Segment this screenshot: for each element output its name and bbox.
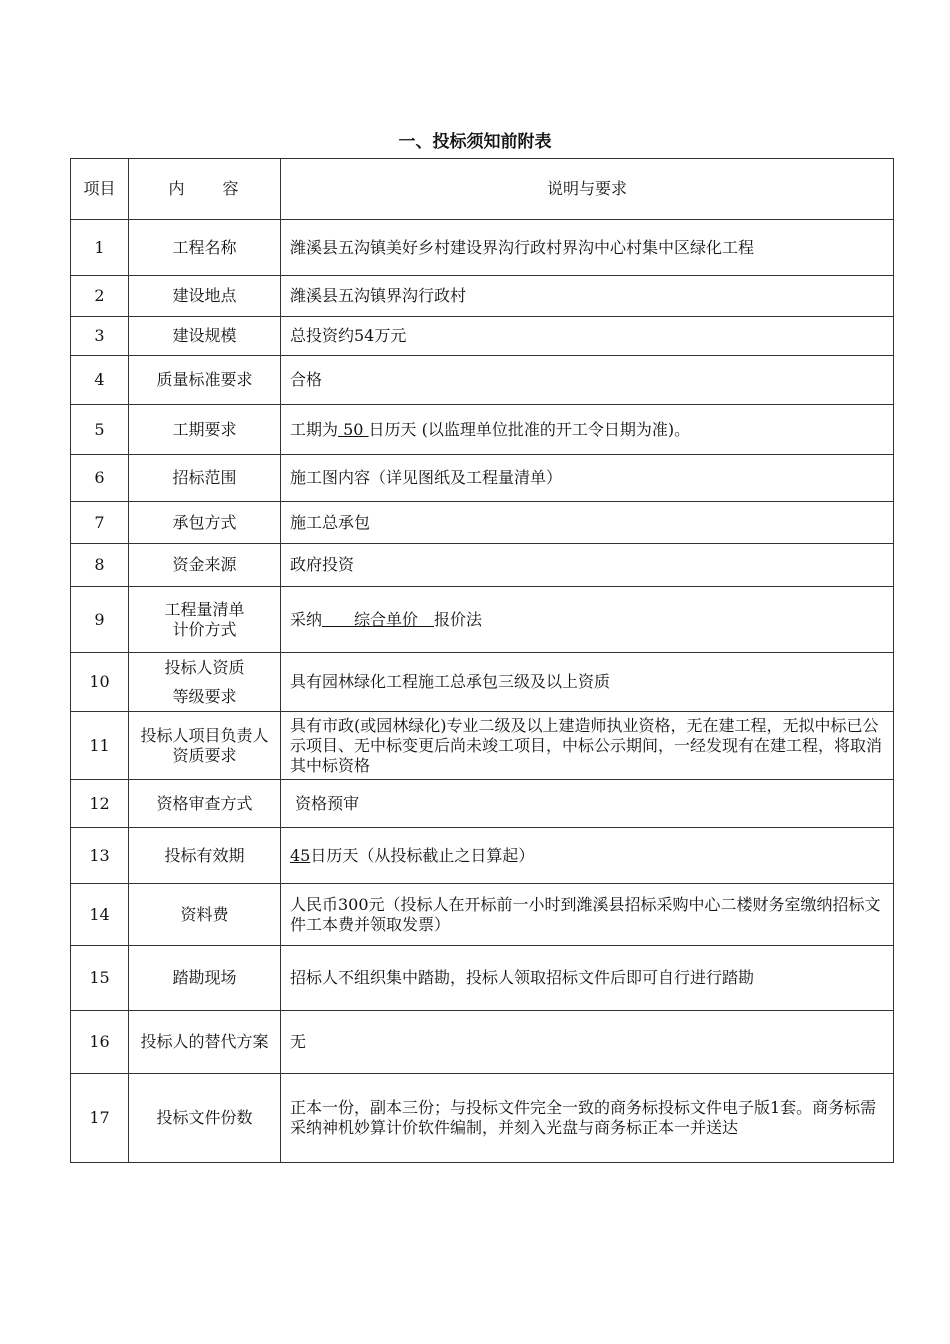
row-item: 投标人的替代方案: [129, 1011, 281, 1074]
row-desc: 无: [281, 1011, 894, 1074]
row-number: 9: [71, 587, 129, 653]
row-item: 质量标准要求: [129, 356, 281, 405]
row-number: 15: [71, 946, 129, 1011]
row-desc: 政府投资: [281, 544, 894, 587]
table-row: [71, 502, 894, 544]
row-number: 4: [71, 356, 129, 405]
table-row: [71, 780, 894, 828]
row-number: 14: [71, 884, 129, 946]
table-row: [71, 544, 894, 587]
row-number: 17: [71, 1074, 129, 1163]
bidding-front-table: [70, 158, 894, 1163]
row-number: 16: [71, 1011, 129, 1074]
row-desc: 招标人不组织集中踏勘，投标人领取招标文件后即可自行进行踏勘: [281, 946, 894, 1011]
table-row: [71, 1011, 894, 1074]
row-desc: 具有园林绿化工程施工总承包三级及以上资质: [281, 653, 894, 712]
table-header-row: [71, 159, 894, 220]
page-title: 一、投标须知前附表: [398, 132, 552, 152]
row-desc: 潍溪县五沟镇界沟行政村: [281, 276, 894, 317]
row-number: 3: [71, 317, 129, 356]
desc-text: 采纳: [290, 609, 323, 629]
row-item: 建设规模: [129, 317, 281, 356]
row-desc: [281, 828, 894, 884]
row-item: 招标范围: [129, 455, 281, 502]
table-row: [71, 1074, 894, 1163]
header-no: 项目: [71, 159, 129, 220]
row-desc: 具有市政(或园林绿化)专业二级及以上建造师执业资格，无在建工程，无拟中标已公示项目、无中标变更后尚未竣工项目，中标公示期间，一经发现有在建工程，将取消其中标资格: [281, 712, 894, 780]
row-item: 投标文件份数: [129, 1074, 281, 1163]
row-desc: [281, 405, 894, 455]
desc-text: 日历天 (以监理单位批准的开工令日期为准)。: [368, 419, 691, 439]
table-row: [71, 220, 894, 276]
row-number: 13: [71, 828, 129, 884]
row-item: 资格审查方式: [129, 780, 281, 828]
row-item: 资金来源: [129, 544, 281, 587]
table-row: [71, 405, 894, 455]
table-row: [71, 712, 894, 780]
row-desc: 人民币300元（投标人在开标前一小时到潍溪县招标采购中心二楼财务室缴纳招标文件工本费并领取发票）: [281, 884, 894, 946]
row-item: 承包方式: [129, 502, 281, 544]
row-desc: 潍溪县五沟镇美好乡村建设界沟行政村界沟中心村集中区绿化工程: [281, 220, 894, 276]
row-item: 工期要求: [129, 405, 281, 455]
desc-underlined-value: 45: [290, 845, 311, 865]
row-desc: 施工图内容（详见图纸及工程量清单）: [281, 455, 894, 502]
row-number: 1: [71, 220, 129, 276]
table-row: [71, 946, 894, 1011]
row-item: 投标人资质 等级要求: [129, 653, 281, 712]
row-number: 2: [71, 276, 129, 317]
row-item: 投标人项目负责人资质要求: [129, 712, 281, 780]
row-number: 8: [71, 544, 129, 587]
row-desc: [281, 587, 894, 653]
row-item: 资料费: [129, 884, 281, 946]
table-row: [71, 653, 894, 712]
row-item: 投标有效期: [129, 828, 281, 884]
desc-text: 工期为: [290, 419, 339, 439]
table-row: [71, 828, 894, 884]
row-number: 6: [71, 455, 129, 502]
table-row: [71, 317, 894, 356]
row-number: 5: [71, 405, 129, 455]
row-desc: 总投资约54万元: [281, 317, 894, 356]
row-item: 建设地点: [129, 276, 281, 317]
row-number: 10: [71, 653, 129, 712]
desc-underlined-value: 50: [338, 419, 369, 439]
table-row: [71, 587, 894, 653]
table-row: [71, 356, 894, 405]
desc-underlined-value: 综合单价: [322, 609, 435, 629]
row-desc: 正本一份，副本三份；与投标文件完全一致的商务标投标文件电子版1套。商务标需采纳神机妙算计价软件编制，并刻入光盘与商务标正本一并送达: [281, 1074, 894, 1163]
header-desc: 说明与要求: [281, 159, 894, 220]
desc-text: 报价法: [434, 609, 483, 629]
row-item: 工程量清单 计价方式: [129, 587, 281, 653]
row-number: 7: [71, 502, 129, 544]
header-item: 内 容: [129, 159, 281, 220]
table-row: [71, 455, 894, 502]
row-desc: 施工总承包: [281, 502, 894, 544]
row-item: 工程名称: [129, 220, 281, 276]
row-desc: 合格: [281, 356, 894, 405]
row-desc: 资格预审: [281, 780, 894, 828]
table-row: [71, 884, 894, 946]
desc-text: 日历天（从投标截止之日算起）: [310, 845, 535, 865]
row-item: 踏勘现场: [129, 946, 281, 1011]
table-row: [71, 276, 894, 317]
row-number: 12: [71, 780, 129, 828]
row-number: 11: [71, 712, 129, 780]
